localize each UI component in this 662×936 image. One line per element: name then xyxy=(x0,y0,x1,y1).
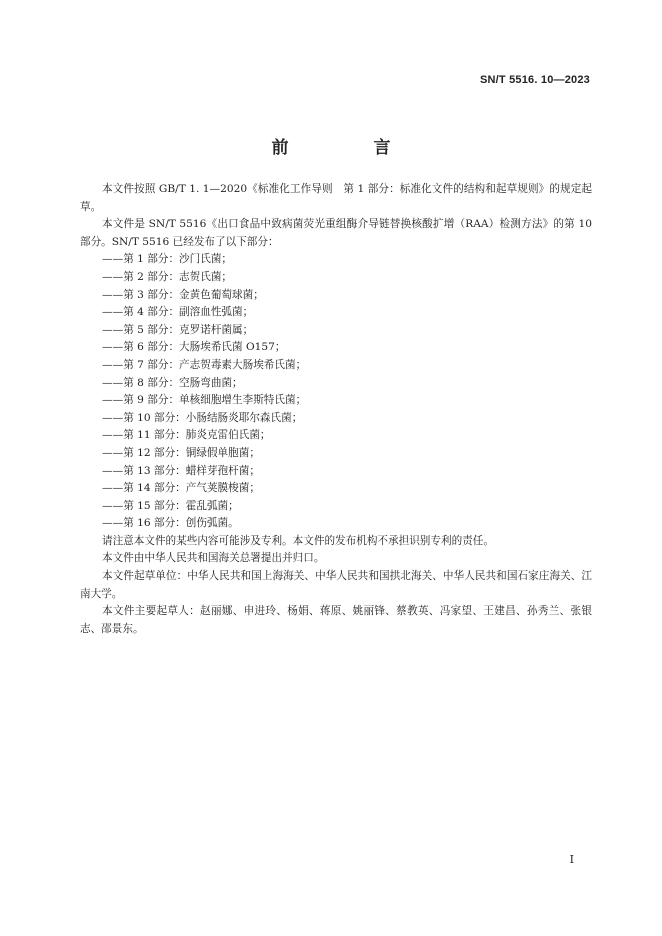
paragraph-drafting-units: 本文件起草单位：中华人民共和国上海海关、中华人民共和国拱北海关、中华人民共和国石家庄海关、江南大学。 xyxy=(80,570,592,600)
page-title: 前 言 xyxy=(271,138,425,158)
document-code: SN/T 5516. 10—2023 xyxy=(479,74,590,86)
list-item: ——第 12 部分：铜绿假单胞菌； xyxy=(102,446,260,459)
list-item: ——第 16 部分：创伤弧菌。 xyxy=(102,517,239,530)
page-number: I xyxy=(569,853,574,866)
paragraph-drafters: 本文件主要起草人：赵丽娜、申进玲、杨娟、蒋原、姚丽锋、蔡教英、冯家望、王建昌、孙秀兰、张银志、邵景东。 xyxy=(80,605,592,635)
list-item: ——第 11 部分：肺炎克雷伯氏菌； xyxy=(102,429,271,442)
list-item: ——第 3 部分：金黄色葡萄球菌； xyxy=(102,288,264,301)
list-item: ——第 8 部分：空肠弯曲菌； xyxy=(102,376,243,389)
list-item: ——第 10 部分：小肠结肠炎耶尔森氏菌； xyxy=(102,411,303,424)
list-item: ——第 2 部分：志贺氏菌； xyxy=(102,270,233,283)
list-item: ——第 14 部分：产气荚膜梭菌； xyxy=(102,482,260,495)
list-item: ——第 6 部分：大肠埃希氏菌 O157； xyxy=(102,341,286,354)
document-body xyxy=(80,181,592,638)
paragraph-drafting-rules: 本文件按照 GB/T 1. 1—2020《标准化工作导则 第 1 部分：标准化文件的结构和起草规则》的规定起草。 xyxy=(80,183,592,213)
parts-list xyxy=(80,251,592,533)
list-item: ——第 15 部分：霍乱弧菌； xyxy=(102,499,239,512)
paragraph-proposer: 本文件由中华人民共和国海关总署提出并归口。 xyxy=(102,552,325,565)
paragraph-patent-notice: 请注意本文件的某些内容可能涉及专利。本文件的发布机构不承担识别专利的责任。 xyxy=(102,534,494,547)
list-item: ——第 9 部分：单核细胞增生李斯特氏菌； xyxy=(102,394,307,407)
paragraph-series-intro: 本文件是 SN/T 5516《出口食品中致病菌荧光重组酶介导链替换核酸扩增（RAA）检测方法》的第 10 部分。SN/T 5516 已经发布了以下部分： xyxy=(80,218,592,248)
list-item: ——第 4 部分：副溶血性弧菌； xyxy=(102,306,254,319)
list-item: ——第 7 部分：产志贺毒素大肠埃希氏菌； xyxy=(102,358,307,371)
list-item: ——第 5 部分：克罗诺杆菌属； xyxy=(102,323,254,336)
list-item: ——第 1 部分：沙门氏菌； xyxy=(102,253,233,266)
list-item: ——第 13 部分：蜡样芽孢杆菌； xyxy=(102,464,260,477)
